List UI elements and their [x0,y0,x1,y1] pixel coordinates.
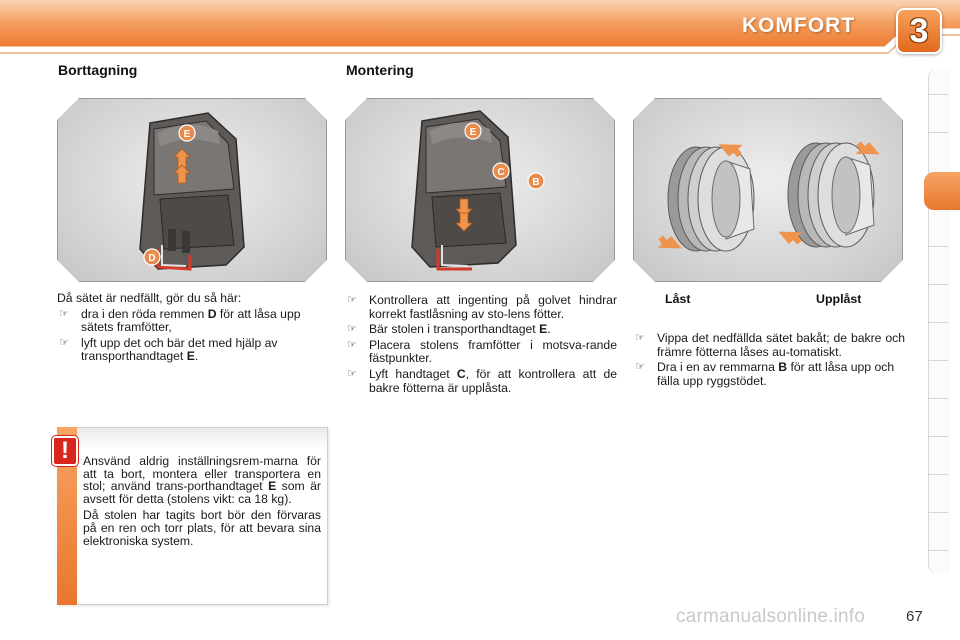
chapter-tab[interactable] [928,550,948,551]
unlocked-label: Upplåst [816,292,862,306]
seat-removal-illustration [57,98,327,282]
watermark: carmanualsonline.info [676,606,866,627]
pointing-hand-icon: ☞ [635,361,645,374]
chapter-tab[interactable] [928,512,948,513]
chapter-tab-rail [928,68,950,574]
chapter-tab-active[interactable] [924,172,960,210]
mounting-bullet: ☞ Placera stolens framfötter i motsva-rande fästpunkter. [347,337,617,366]
svg-text:C: C [497,167,505,178]
section-title-mounting: Montering [346,62,414,78]
pointing-hand-icon: ☞ [347,338,357,351]
page-title: KOMFORT [742,14,856,37]
callout-e-icon [465,123,481,139]
chapter-tab[interactable] [928,474,948,475]
warning-header-shade [77,428,327,450]
removal-intro: Då sätet är nedfällt, gör du så här: [57,291,242,305]
unlocked-foot-icon [778,138,879,249]
warning-paragraph: Ansvänd aldrig inställningsrem-marna för att ta bort, montera eller transportera en stol; använd trans-porthandtaget E som är avsett för detta (stolens vikt: ca 18 kg). [83,454,321,506]
chapter-badge: 3 [896,8,942,54]
mounting-bullet: ☞ Bär stolen i transporthandtaget E. [347,322,551,337]
chapter-tab[interactable] [928,360,948,361]
pointing-hand-icon: ☞ [347,323,357,336]
warning-text [83,455,321,551]
svg-text:B: B [532,177,540,188]
seat-feet-illustration [633,98,903,282]
removal-bullet: ☞ lyft upp det och bär det med hjälp av transporthandtaget E. [59,335,278,364]
locked-foot-icon [654,133,754,260]
locked-label: Låst [665,292,691,306]
pointing-hand-icon: ☞ [347,294,357,306]
pointing-hand-icon: ☞ [59,307,69,320]
chapter-tab[interactable] [928,132,948,133]
removal-bullet: ☞ dra i den röda remmen D för att låsa upp sätets framfötter, [59,306,301,335]
mounting-bullet: ☞ Kontrollera att ingenting på golvet hindrar korrekt fastlåsning av sto-lens fötter. [347,293,617,321]
mounting-instructions [345,292,617,395]
warning-paragraph: Då stolen har tagits bort bör den förvaras på en ren och torr plats, för att bevara sina elektroniska system. [83,508,321,548]
callout-b-icon [528,173,544,189]
mounting-bullet: ☞ Lyft handtaget C, för att kontrollera att de bakre fötterna är upplåsta. [347,366,617,395]
chapter-tab[interactable] [928,246,948,247]
pointing-hand-icon: ☞ [347,367,357,380]
removal-instructions [57,292,329,364]
page-number: 67 [906,608,923,625]
feet-bullet: ☞ Dra i en av remmarna B för att låsa upp och fälla upp ryggstödet. [635,360,895,388]
chapter-tab[interactable] [928,284,948,285]
chapter-tab[interactable] [928,94,948,95]
feet-instructions [633,330,905,388]
section-title-removal: Borttagning [58,62,138,78]
chapter-tab[interactable] [928,436,948,437]
seat-icon [412,111,516,269]
callout-e-icon [179,125,195,141]
seat-mounting-illustration [345,98,615,282]
feet-bullet: ☞ Vippa det nedfällda sätet bakåt; de bakre och främre fötterna låses au-tomatiskt. [635,331,905,359]
pointing-hand-icon: ☞ [635,332,645,344]
svg-text:E: E [183,129,191,140]
chapter-tab[interactable] [928,322,948,323]
exclamation-icon: ! [52,436,78,466]
callout-c-icon [493,163,509,179]
chapter-tab[interactable] [928,398,948,399]
pointing-hand-icon: ☞ [59,336,69,349]
callout-d-icon [144,249,160,265]
svg-text:E: E [469,127,477,138]
svg-text:D: D [148,253,156,264]
